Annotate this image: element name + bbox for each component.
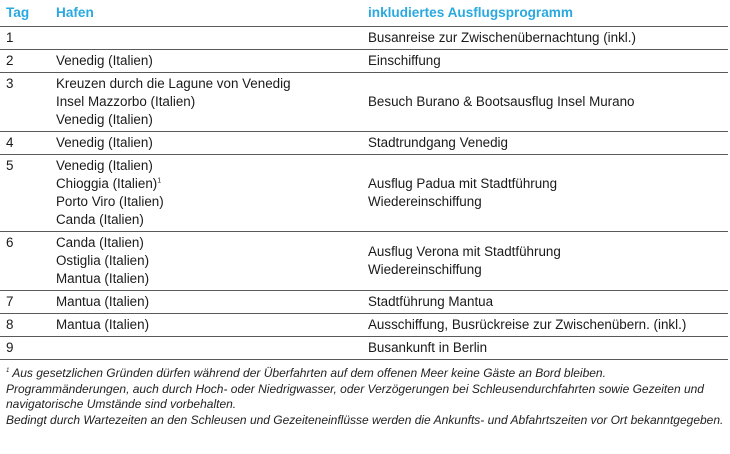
table-row bbox=[0, 27, 728, 50]
port-line bbox=[56, 75, 362, 93]
port-text: Venedig (Italien) bbox=[56, 135, 153, 150]
program-cell bbox=[362, 314, 728, 337]
program-cell bbox=[362, 50, 728, 73]
program-cell bbox=[362, 155, 728, 232]
port-text: Ostiglia (Italien) bbox=[56, 253, 150, 268]
program-line: Wiedereinschiffung bbox=[368, 262, 482, 277]
footnote-line: navigatorische Umstände sind vorbehalten. bbox=[6, 397, 237, 411]
port-line bbox=[56, 211, 362, 229]
program-cell bbox=[362, 27, 728, 50]
program-line: Ausflug Padua mit Stadtführung bbox=[368, 176, 558, 191]
table-row bbox=[0, 132, 728, 155]
footnote-line bbox=[6, 366, 730, 382]
port-line bbox=[56, 316, 362, 334]
day-cell: 8 bbox=[0, 314, 50, 337]
program-line: Stadtführung Mantua bbox=[368, 294, 494, 309]
footnote-line: Programmänderungen, auch durch Hoch- oder Niedrigwasser, oder Verzögerungen bei Schleusendurchfahrten sowie Gezeiten und bbox=[6, 381, 704, 396]
port-text: Chioggia (Italien) bbox=[56, 176, 158, 191]
day-cell: 2 bbox=[0, 50, 50, 73]
table-row bbox=[0, 73, 728, 132]
port-line bbox=[56, 270, 362, 288]
port-line bbox=[56, 293, 362, 311]
port-text: Canda (Italien) bbox=[56, 212, 144, 227]
port-text: Venedig (Italien) bbox=[56, 158, 153, 173]
port-cell bbox=[50, 232, 362, 291]
footnotes bbox=[0, 360, 730, 428]
footnote-line: Bedingt durch Wartezeiten an den Schleusen und Gezeiteneinflüsse werden die Ankunfts- und Abfahrtszeiten vor Ort bekanntgegeben. bbox=[6, 412, 724, 427]
port-cell bbox=[50, 314, 362, 337]
port-cell bbox=[50, 155, 362, 232]
header-program: inkludiertes Ausflugsprogramm bbox=[362, 0, 728, 27]
program-line: Stadtrundgang Venedig bbox=[368, 135, 508, 150]
table-row bbox=[0, 314, 728, 337]
port-line bbox=[56, 111, 362, 129]
day-cell: 3 bbox=[0, 73, 50, 132]
header-port: Hafen bbox=[50, 0, 362, 27]
port-text: Porto Viro (Italien) bbox=[56, 194, 164, 209]
program-line: Besuch Burano & Bootsausflug Insel Murano bbox=[368, 94, 635, 109]
port-line bbox=[56, 193, 362, 211]
day-cell: 1 bbox=[0, 27, 50, 50]
program-cell bbox=[362, 337, 728, 360]
port-cell bbox=[50, 27, 362, 50]
table-row bbox=[0, 291, 728, 314]
program-line: Busanreise zur Zwischenübernachtung (inkl.) bbox=[368, 30, 636, 45]
program-cell bbox=[362, 132, 728, 155]
port-text: Venedig (Italien) bbox=[56, 112, 153, 127]
port-line bbox=[56, 52, 362, 70]
footnote-mark: 1 bbox=[6, 368, 10, 374]
program-line: Busankunft in Berlin bbox=[368, 340, 488, 355]
port-text: Venedig (Italien) bbox=[56, 53, 153, 68]
port-text: Insel Mazzorbo (Italien) bbox=[56, 94, 196, 109]
program-line: Wiedereinschiffung bbox=[368, 194, 482, 209]
program-cell bbox=[362, 73, 728, 132]
port-text: Mantua (Italien) bbox=[56, 317, 150, 332]
port-line bbox=[56, 134, 362, 152]
program-line: Einschiffung bbox=[368, 53, 441, 68]
day-cell: 5 bbox=[0, 155, 50, 232]
day-cell: 7 bbox=[0, 291, 50, 314]
day-cell: 6 bbox=[0, 232, 50, 291]
port-text: Mantua (Italien) bbox=[56, 294, 150, 309]
program-line: Ausflug Verona mit Stadtführung bbox=[368, 244, 561, 259]
day-cell: 9 bbox=[0, 337, 50, 360]
port-line bbox=[56, 157, 362, 175]
port-cell bbox=[50, 73, 362, 132]
day-cell: 4 bbox=[0, 132, 50, 155]
table-row bbox=[0, 337, 728, 360]
port-cell bbox=[50, 50, 362, 73]
port-line bbox=[56, 175, 362, 193]
table-header-row bbox=[0, 0, 728, 27]
program-cell bbox=[362, 232, 728, 291]
port-cell bbox=[50, 132, 362, 155]
header-day: Tag bbox=[0, 0, 50, 27]
port-cell bbox=[50, 337, 362, 360]
port-line bbox=[56, 93, 362, 111]
program-cell bbox=[362, 291, 728, 314]
footnote-text: Aus gesetzlichen Gründen dürfen während der Überfahrten auf dem offenen Meer keine Gäste an Bord bleiben. bbox=[12, 366, 606, 380]
table-row bbox=[0, 155, 728, 232]
port-text: Mantua (Italien) bbox=[56, 271, 150, 286]
port-cell bbox=[50, 291, 362, 314]
port-text: Kreuzen durch die Lagune von Venedig bbox=[56, 76, 291, 91]
table-row bbox=[0, 232, 728, 291]
port-text: Canda (Italien) bbox=[56, 235, 144, 250]
program-line: Ausschiffung, Busrückreise zur Zwischenübern. (inkl.) bbox=[368, 317, 687, 332]
port-line bbox=[56, 234, 362, 252]
table-row bbox=[0, 50, 728, 73]
footnote-reference: 1 bbox=[157, 177, 162, 185]
port-line bbox=[56, 252, 362, 270]
